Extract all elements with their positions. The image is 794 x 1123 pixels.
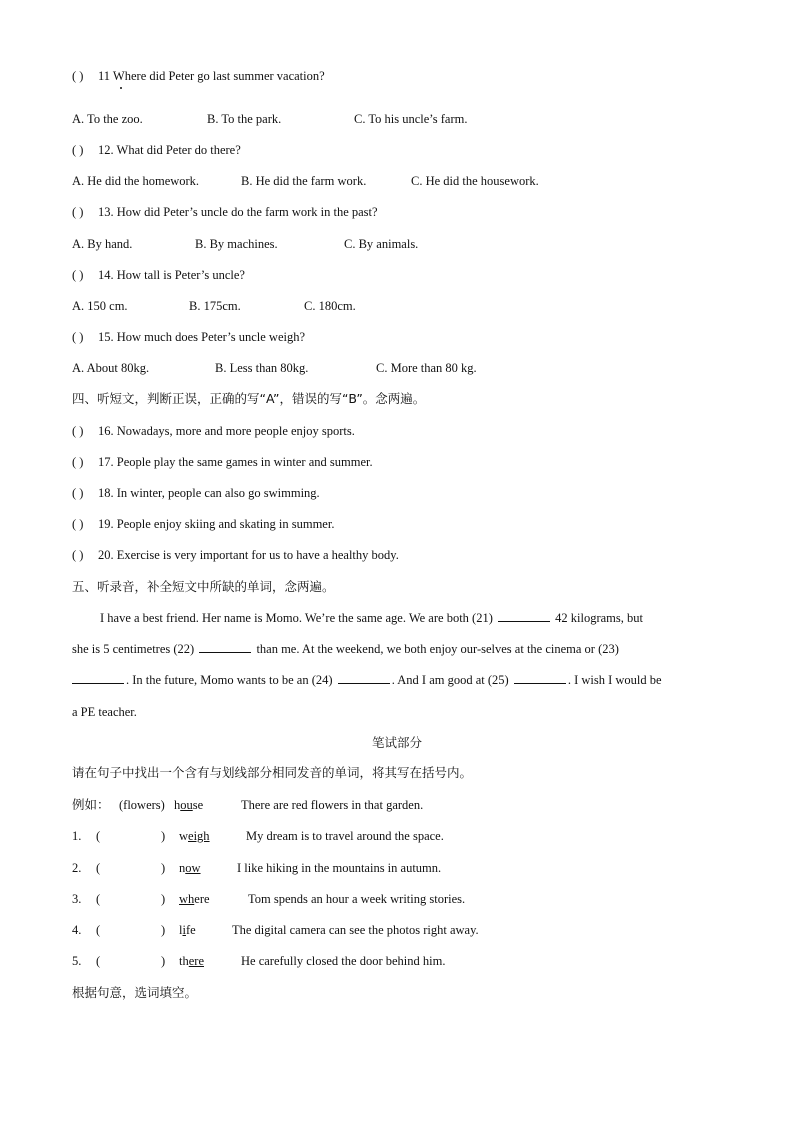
item-sentence: My dream is to travel around the space. [246,829,444,843]
question-14 [72,267,245,283]
item-number: 2. [72,861,82,875]
item-text: 19. People enjoy skiing and skating in summer. [98,517,335,531]
question-13 [72,204,378,220]
target-word [179,953,204,969]
answer-paren[interactable]: ( ) [72,486,84,500]
underlined-part: ou [180,798,193,812]
question-11 [72,68,325,84]
judge-item-17 [72,454,373,470]
answer-paren[interactable]: ( ) [72,143,84,157]
item-text: 16. Nowadays, more and more people enjoy sports. [98,424,355,438]
word-part: se [192,798,204,812]
answer-paren-left[interactable]: ( [96,923,101,937]
answer-paren-right[interactable]: ) [161,892,166,906]
item-sentence: I like hiking in the mountains in autumn. [237,861,442,875]
word-part: fe [185,923,196,937]
passage-text: I have a best friend. Her name is Momo. We’re the same age. We are both (21) [100,611,493,625]
target-word [179,860,201,876]
answer-paren-right[interactable]: ) [161,954,166,968]
passage-line-1 [100,610,643,626]
section-4-heading: 四、听短文，判断正误，正确的写“A”，错误的写“B”。念两遍。 [72,391,426,406]
example-word [174,797,203,813]
word-part: l [179,923,183,937]
option-a: A. To the zoo. [72,112,143,126]
underlined-part: ere [188,954,204,968]
answer-paren-left[interactable]: ( [96,829,101,843]
item-number: 3. [72,892,82,906]
option-c: C. He did the housework. [411,174,539,188]
passage-text: she is 5 centimetres (22) [72,642,195,656]
answer-paren[interactable]: ( ) [72,330,84,344]
answer-paren-left[interactable]: ( [96,861,101,875]
passage-text: 42 kilograms, but [555,611,643,625]
question-15 [72,329,305,345]
item-number: 4. [72,923,82,937]
passage-text: . I wish I would be [567,673,662,687]
option-b: B. By machines. [195,237,278,251]
example-sentence: There are red flowers in that garden. [241,798,424,812]
passage-text: . In the future, Momo wants to be an (24) [126,673,333,687]
written-instruction: 请在句子中找出一个含有与划线部分相同发音的单词，将其写在括号内。 [72,765,473,780]
word-part: ere [194,892,210,906]
answer-paren[interactable]: ( ) [72,517,84,531]
question-text: 15. How much does Peter’s uncle weigh? [98,330,306,344]
option-b: B. Less than 80kg. [215,361,309,375]
blank-24[interactable] [338,672,390,684]
option-c: C. More than 80 kg. [376,361,477,375]
underlined-part: eigh [188,829,210,843]
word-part: w [179,829,189,843]
option-a: A. About 80kg. [72,361,150,375]
judge-item-18 [72,485,320,501]
item-text: 18. In winter, people can also go swimming. [98,486,320,500]
option-a: A. By hand. [72,237,133,251]
option-a: A. 150 cm. [72,299,128,313]
option-b: B. To the park. [207,112,282,126]
option-b: B. He did the farm work. [241,174,367,188]
item-text: 17. People play the same games in winter and summer. [98,455,373,469]
judge-item-19 [72,516,334,532]
passage-line-4: a PE teacher. [72,705,137,719]
item-sentence: The digital camera can see the photos right away. [232,923,479,937]
item-sentence: Tom spends an hour a week writing stories. [248,892,466,906]
answer-paren[interactable]: ( ) [72,69,84,83]
question-text: 12. What did Peter do there? [98,143,241,157]
underlined-part: ow [185,861,201,875]
passage-line-2 [72,641,619,657]
underlined-part: i [182,923,186,937]
underlined-part: wh [179,892,195,906]
question-text: 13. How did Peter’s uncle do the farm work in the past? [98,205,378,219]
section-5-heading: 五、听录音，补全短文中所缺的单词，念两遍。 [72,579,335,594]
blank-21[interactable] [498,610,550,622]
item-text: 20. Exercise is very important for us to have a healthy body. [98,548,399,562]
passage-text: than me. At the weekend, we both enjoy our-selves at the cinema or (23) [256,642,619,656]
question-text: 14. How tall is Peter’s uncle? [98,268,245,282]
option-c: C. To his uncle’s farm. [354,112,468,126]
word-part: th [179,954,189,968]
target-word [179,828,210,844]
answer-paren[interactable]: ( ) [72,268,84,282]
target-word [179,891,210,907]
target-word [179,922,196,938]
answer-paren-right[interactable]: ) [161,923,166,937]
blank-23[interactable] [72,672,124,684]
answer-paren-right[interactable]: ) [161,861,166,875]
answer-paren-left[interactable]: ( [96,892,101,906]
option-b: B. 175cm. [189,299,241,313]
example-row [72,797,110,813]
written-part-title: 笔试部分 [371,735,422,750]
question-text: 11 Where did Peter go last summer vacation? [98,69,325,83]
judge-item-20 [72,547,399,563]
item-number: 1. [72,829,82,843]
example-answer: (flowers) [119,798,165,812]
word-part: h [174,798,181,812]
answer-paren[interactable]: ( ) [72,548,84,562]
answer-paren[interactable]: ( ) [72,205,84,219]
passage-line-3 [72,672,662,688]
blank-22[interactable] [199,641,251,653]
option-c: C. 180cm. [304,299,356,313]
item-number: 5. [72,954,82,968]
answer-paren-right[interactable]: ) [161,829,166,843]
answer-paren[interactable]: ( ) [72,455,84,469]
answer-paren[interactable]: ( ) [72,424,84,438]
option-c: C. By animals. [344,237,419,251]
item-sentence: He carefully closed the door behind him. [241,954,446,968]
blank-25[interactable] [514,672,566,684]
next-section-heading: 根据句意，选词填空。 [72,985,198,1000]
stray-dot [120,87,122,89]
passage-text: . And I am good at (25) [391,673,509,687]
answer-paren-left[interactable]: ( [96,954,101,968]
word-part: n [179,861,186,875]
example-label: 例如： [72,797,110,812]
judge-item-16 [72,423,355,439]
option-a: A. He did the homework. [72,174,200,188]
question-12 [72,142,241,158]
